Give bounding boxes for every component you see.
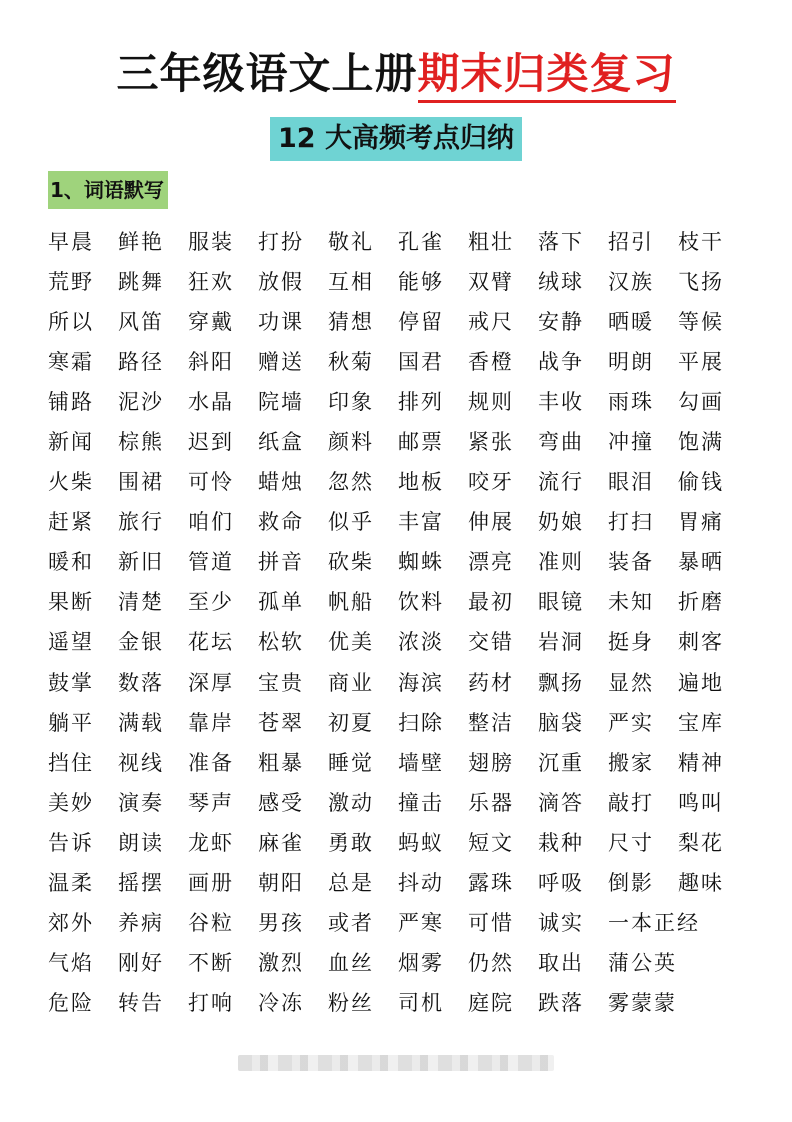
word-item: 浓淡: [398, 630, 444, 655]
word-item: 能够: [398, 270, 444, 295]
subtitle-container: [0, 117, 792, 161]
word-item: 粗暴: [258, 750, 304, 775]
word-item: 鲜艳: [118, 230, 164, 255]
word-item: 趣味: [678, 870, 724, 895]
word-item: 赶紧: [48, 510, 94, 535]
word-item: 招引: [608, 230, 654, 255]
word-item: 斜阳: [188, 350, 234, 375]
word-grid: [48, 222, 748, 1023]
word-item: 赠送: [258, 350, 304, 375]
word-item: 靠岸: [188, 710, 234, 735]
word-item: 烟雾: [398, 950, 444, 975]
word-item: 郊外: [48, 910, 94, 935]
word-item: 汉族: [608, 270, 654, 295]
word-item: 铺路: [48, 390, 94, 415]
word-item: 刺客: [678, 630, 724, 655]
word-item: 告诉: [48, 830, 94, 855]
word-item: 国君: [398, 350, 444, 375]
word-item: 纸盒: [258, 430, 304, 455]
word-item: 挺身: [608, 630, 654, 655]
word-item: 短文: [468, 830, 514, 855]
word-row: [48, 262, 748, 302]
word-row: [48, 382, 748, 422]
word-item: 蚂蚁: [398, 830, 444, 855]
word-item: 宝贵: [258, 670, 304, 695]
word-item: 饱满: [678, 430, 724, 455]
word-item: 数落: [118, 670, 164, 695]
word-item: 规则: [468, 390, 514, 415]
word-item: 金银: [118, 630, 164, 655]
word-item: 可惜: [468, 910, 514, 935]
word-item: 迟到: [188, 430, 234, 455]
word-item: 蜘蛛: [398, 550, 444, 575]
word-item: 粗壮: [468, 230, 514, 255]
word-item: 朝阳: [258, 870, 304, 895]
word-row: [48, 943, 748, 983]
word-item: 功课: [258, 310, 304, 335]
word-item: 搬家: [608, 750, 654, 775]
word-item: 粉丝: [328, 990, 374, 1015]
title-black: 三年级语文上册: [116, 49, 418, 98]
word-item: 奶娘: [538, 510, 584, 535]
word-item: 砍柴: [328, 550, 374, 575]
word-item: 栽种: [538, 830, 584, 855]
word-item: 冲撞: [608, 430, 654, 455]
word-row: [48, 542, 748, 582]
word-item: 管道: [188, 550, 234, 575]
word-item: 准备: [188, 750, 234, 775]
word-item: 温柔: [48, 870, 94, 895]
word-item: 药材: [468, 670, 514, 695]
word-item: 躺平: [48, 710, 94, 735]
word-item: 不断: [188, 950, 234, 975]
word-item: 暖和: [48, 550, 94, 575]
word-item: 落下: [538, 230, 584, 255]
word-row: [48, 783, 748, 823]
word-item: 伸展: [468, 510, 514, 535]
word-item: 猜想: [328, 310, 374, 335]
word-item: 脑袋: [538, 710, 584, 735]
word-item: 装备: [608, 550, 654, 575]
word-item: 秋菊: [328, 350, 374, 375]
word-item: 流行: [538, 470, 584, 495]
word-item: 蒲公英: [608, 950, 677, 975]
word-item: 精神: [678, 750, 724, 775]
word-item: 早晨: [48, 230, 94, 255]
word-item: 蜡烛: [258, 470, 304, 495]
word-item: 似乎: [328, 510, 374, 535]
word-item: 雾蒙蒙: [608, 990, 677, 1015]
word-item: 血丝: [328, 950, 374, 975]
word-item: 勾画: [678, 390, 724, 415]
word-item: 总是: [328, 870, 374, 895]
word-item: 丰富: [398, 510, 444, 535]
word-item: 饮料: [398, 590, 444, 615]
word-item: 平展: [678, 350, 724, 375]
word-item: 眼镜: [538, 590, 584, 615]
word-item: 打扮: [258, 230, 304, 255]
word-item: 咬牙: [468, 470, 514, 495]
word-item: 取出: [538, 950, 584, 975]
word-item: 停留: [398, 310, 444, 335]
word-item: 美妙: [48, 790, 94, 815]
word-row: [48, 983, 748, 1023]
word-item: 激动: [328, 790, 374, 815]
word-item: 放假: [258, 270, 304, 295]
word-item: 清楚: [118, 590, 164, 615]
word-item: 偷钱: [678, 470, 724, 495]
word-item: 服装: [188, 230, 234, 255]
word-item: 岩洞: [538, 630, 584, 655]
word-item: 咱们: [188, 510, 234, 535]
word-item: 刚好: [118, 950, 164, 975]
word-item: 至少: [188, 590, 234, 615]
word-item: 眼泪: [608, 470, 654, 495]
word-item: 一本正经: [608, 910, 700, 935]
word-item: 拼音: [258, 550, 304, 575]
word-item: 丰收: [538, 390, 584, 415]
word-item: 孤单: [258, 590, 304, 615]
word-row: [48, 302, 748, 342]
word-item: 飞扬: [678, 270, 724, 295]
word-row: [48, 703, 748, 743]
word-item: 诚实: [538, 910, 584, 935]
word-item: 打扫: [608, 510, 654, 535]
word-row: [48, 663, 748, 703]
word-item: 朗读: [118, 830, 164, 855]
word-item: 苍翠: [258, 710, 304, 735]
word-item: 感受: [258, 790, 304, 815]
word-item: 宝库: [678, 710, 724, 735]
word-item: 画册: [188, 870, 234, 895]
word-item: 折磨: [678, 590, 724, 615]
word-item: 穿戴: [188, 310, 234, 335]
title-highlight: 期末归类复习: [418, 49, 676, 103]
word-item: 鸣叫: [678, 790, 724, 815]
word-item: 排列: [398, 390, 444, 415]
word-item: 水晶: [188, 390, 234, 415]
word-item: 挡住: [48, 750, 94, 775]
word-item: 气焰: [48, 950, 94, 975]
word-item: 扫除: [398, 710, 444, 735]
word-item: 未知: [608, 590, 654, 615]
word-item: 遥望: [48, 630, 94, 655]
word-item: 深厚: [188, 670, 234, 695]
word-item: 海滨: [398, 670, 444, 695]
word-item: 男孩: [258, 910, 304, 935]
word-item: 满载: [118, 710, 164, 735]
word-item: 乐器: [468, 790, 514, 815]
word-item: 泥沙: [118, 390, 164, 415]
word-item: 遍地: [678, 670, 724, 695]
word-item: 孔雀: [398, 230, 444, 255]
word-item: 商业: [328, 670, 374, 695]
word-item: 视线: [118, 750, 164, 775]
word-item: 或者: [328, 910, 374, 935]
word-item: 演奏: [118, 790, 164, 815]
word-item: 安静: [538, 310, 584, 335]
word-item: 呼吸: [538, 870, 584, 895]
word-item: 准则: [538, 550, 584, 575]
word-item: 路径: [118, 350, 164, 375]
word-item: 颜料: [328, 430, 374, 455]
word-item: 双臂: [468, 270, 514, 295]
word-item: 养病: [118, 910, 164, 935]
word-row: [48, 823, 748, 863]
word-row: [48, 622, 748, 662]
word-item: 帆船: [328, 590, 374, 615]
word-item: 明朗: [608, 350, 654, 375]
word-item: 晒暖: [608, 310, 654, 335]
word-item: 转告: [118, 990, 164, 1015]
word-item: 初夏: [328, 710, 374, 735]
word-item: 麻雀: [258, 830, 304, 855]
word-item: 院墙: [258, 390, 304, 415]
word-item: 司机: [398, 990, 444, 1015]
word-item: 跌落: [538, 990, 584, 1015]
subtitle-banner: 12 大高频考点归纳: [270, 117, 522, 161]
word-item: 谷粒: [188, 910, 234, 935]
word-item: 梨花: [678, 830, 724, 855]
word-item: 胃痛: [678, 510, 724, 535]
word-item: 狂欢: [188, 270, 234, 295]
word-item: 整洁: [468, 710, 514, 735]
word-item: 倒影: [608, 870, 654, 895]
word-item: 印象: [328, 390, 374, 415]
word-item: 琴声: [188, 790, 234, 815]
word-item: 激烈: [258, 950, 304, 975]
word-row: [48, 863, 748, 903]
page-title: [0, 48, 792, 100]
word-item: 所以: [48, 310, 94, 335]
word-item: 敲打: [608, 790, 654, 815]
word-item: 尺寸: [608, 830, 654, 855]
word-item: 严寒: [398, 910, 444, 935]
word-item: 可怜: [188, 470, 234, 495]
word-item: 冷冻: [258, 990, 304, 1015]
word-item: 紧张: [468, 430, 514, 455]
word-item: 新闻: [48, 430, 94, 455]
word-item: 最初: [468, 590, 514, 615]
word-item: 邮票: [398, 430, 444, 455]
word-item: 忽然: [328, 470, 374, 495]
word-item: 鼓掌: [48, 670, 94, 695]
word-item: 戒尺: [468, 310, 514, 335]
word-item: 互相: [328, 270, 374, 295]
word-item: 交错: [468, 630, 514, 655]
word-row: [48, 222, 748, 262]
word-item: 棕熊: [118, 430, 164, 455]
word-item: 打响: [188, 990, 234, 1015]
word-item: 地板: [398, 470, 444, 495]
word-item: 等候: [678, 310, 724, 335]
word-item: 枝干: [678, 230, 724, 255]
word-item: 战争: [538, 350, 584, 375]
word-item: 睡觉: [328, 750, 374, 775]
word-item: 围裙: [118, 470, 164, 495]
word-item: 松软: [258, 630, 304, 655]
word-item: 抖动: [398, 870, 444, 895]
word-item: 显然: [608, 670, 654, 695]
word-item: 弯曲: [538, 430, 584, 455]
word-item: 严实: [608, 710, 654, 735]
word-item: 救命: [258, 510, 304, 535]
word-item: 风笛: [118, 310, 164, 335]
word-item: 旅行: [118, 510, 164, 535]
word-item: 撞击: [398, 790, 444, 815]
word-item: 香橙: [468, 350, 514, 375]
word-item: 寒霜: [48, 350, 94, 375]
word-item: 摇摆: [118, 870, 164, 895]
word-item: 雨珠: [608, 390, 654, 415]
word-item: 跳舞: [118, 270, 164, 295]
word-item: 沉重: [538, 750, 584, 775]
word-item: 荒野: [48, 270, 94, 295]
word-item: 新旧: [118, 550, 164, 575]
word-item: 仍然: [468, 950, 514, 975]
word-item: 暴晒: [678, 550, 724, 575]
word-item: 翅膀: [468, 750, 514, 775]
word-row: [48, 903, 748, 943]
word-row: [48, 422, 748, 462]
word-item: 飘扬: [538, 670, 584, 695]
word-item: 漂亮: [468, 550, 514, 575]
word-item: 墙壁: [398, 750, 444, 775]
word-item: 果断: [48, 590, 94, 615]
word-item: 花坛: [188, 630, 234, 655]
word-row: [48, 462, 748, 502]
word-item: 庭院: [468, 990, 514, 1015]
section-heading: 1、词语默写: [48, 171, 168, 209]
word-item: 滴答: [538, 790, 584, 815]
word-item: 优美: [328, 630, 374, 655]
blurred-watermark: [238, 1055, 554, 1071]
word-item: 危险: [48, 990, 94, 1015]
word-row: [48, 582, 748, 622]
word-item: 龙虾: [188, 830, 234, 855]
word-item: 露珠: [468, 870, 514, 895]
word-item: 勇敢: [328, 830, 374, 855]
word-row: [48, 502, 748, 542]
word-item: 敬礼: [328, 230, 374, 255]
word-item: 绒球: [538, 270, 584, 295]
word-row: [48, 743, 748, 783]
word-item: 火柴: [48, 470, 94, 495]
word-row: [48, 342, 748, 382]
